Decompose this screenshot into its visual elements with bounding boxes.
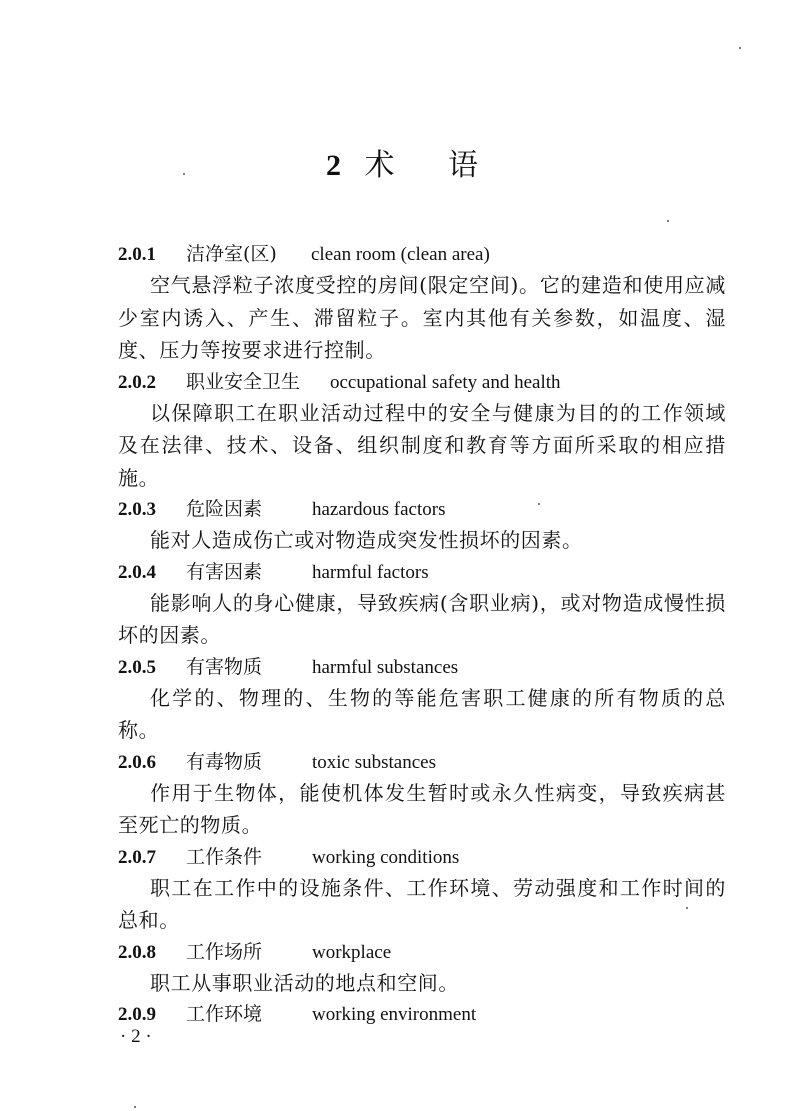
chapter-title-char-1: 术 bbox=[364, 148, 395, 183]
term-entry bbox=[118, 842, 726, 937]
term-heading bbox=[118, 842, 726, 872]
term-chinese: 有毒物质 bbox=[186, 750, 263, 773]
term-heading bbox=[118, 494, 726, 524]
term-heading bbox=[118, 747, 726, 777]
scan-speck bbox=[134, 1106, 136, 1108]
term-definition: 以保障职工在职业活动过程中的安全与健康为目的的工作领域及在法律、技术、设备、组织制度和教育等方面所采取的相应措施。 bbox=[118, 400, 726, 490]
term-heading bbox=[118, 367, 726, 397]
term-entry bbox=[118, 494, 726, 557]
scan-speck bbox=[667, 220, 669, 222]
term-entry bbox=[118, 747, 726, 842]
term-entry bbox=[118, 557, 726, 652]
term-english: harmful factors bbox=[312, 561, 429, 583]
term-number: 2.0.4 bbox=[118, 561, 156, 583]
term-chinese: 工作条件 bbox=[186, 845, 263, 868]
term-definition: 作用于生物体，能使机体发生暂时或永久性病变，导致疾病甚至死亡的物质。 bbox=[118, 780, 726, 837]
term-heading bbox=[118, 239, 726, 269]
term-heading bbox=[118, 652, 726, 682]
term-english: working environment bbox=[312, 1004, 477, 1025]
term-number: 2.0.2 bbox=[118, 371, 156, 393]
term-definition: 能影响人的身心健康，导致疾病(含职业病)，或对物造成慢性损坏的因素。 bbox=[118, 590, 726, 647]
term-heading bbox=[118, 937, 726, 967]
term-english: harmful substances bbox=[312, 656, 459, 678]
term-number: 2.0.1 bbox=[118, 244, 156, 265]
term-definition: 职工在工作中的设施条件、工作环境、劳动强度和工作时间的总和。 bbox=[118, 875, 726, 932]
term-chinese: 有害物质 bbox=[186, 655, 263, 678]
term-definition: 职工从事职业活动的地点和空间。 bbox=[150, 970, 459, 995]
term-chinese: 危险因素 bbox=[186, 498, 263, 520]
term-english: clean room (clean area) bbox=[311, 244, 490, 265]
term-entry bbox=[118, 367, 726, 495]
term-chinese: 工作场所 bbox=[186, 940, 263, 963]
term-definition: 化学的、物理的、生物的等能危害职工健康的所有物质的总称。 bbox=[118, 685, 726, 742]
term-english: toxic substances bbox=[312, 751, 437, 773]
term-heading bbox=[118, 999, 726, 1029]
scan-speck bbox=[183, 173, 185, 175]
term-number: 2.0.8 bbox=[118, 941, 156, 963]
term-chinese: 有害因素 bbox=[186, 560, 263, 583]
scan-speck bbox=[739, 47, 741, 49]
term-entry bbox=[118, 937, 726, 1000]
term-english: workplace bbox=[312, 941, 392, 963]
chapter-title bbox=[0, 140, 804, 184]
chapter-title-char-2: 语 bbox=[448, 148, 479, 183]
term-entry bbox=[118, 999, 726, 1029]
term-number: 2.0.5 bbox=[118, 656, 156, 678]
term-heading bbox=[118, 557, 726, 587]
page-number: · 2 · bbox=[120, 1026, 152, 1047]
term-list bbox=[118, 239, 726, 1029]
term-number: 2.0.3 bbox=[118, 499, 156, 520]
term-chinese: 工作环境 bbox=[186, 1003, 263, 1025]
term-definition: 空气悬浮粒子浓度受控的房间(限定空间)。它的建造和使用应减少室内诱入、产生、滞留粒子。室内其他有关参数，如温度、湿度、压力等按要求进行控制。 bbox=[118, 273, 726, 362]
term-english: occupational safety and health bbox=[330, 371, 561, 393]
term-number: 2.0.6 bbox=[118, 751, 156, 773]
term-english: working conditions bbox=[312, 846, 460, 868]
scan-speck bbox=[686, 907, 688, 909]
scan-speck bbox=[538, 503, 540, 505]
term-chinese: 洁净室(区) bbox=[186, 243, 277, 265]
term-number: 2.0.7 bbox=[118, 846, 156, 868]
term-entry bbox=[118, 239, 726, 367]
term-chinese: 职业安全卫生 bbox=[186, 370, 301, 393]
term-english: hazardous factors bbox=[312, 499, 446, 520]
term-entry bbox=[118, 652, 726, 747]
chapter-number: 2 bbox=[325, 149, 341, 182]
term-definition: 能对人造成伤亡或对物造成突发性损坏的因素。 bbox=[150, 528, 583, 552]
term-number: 2.0.9 bbox=[118, 1004, 156, 1025]
